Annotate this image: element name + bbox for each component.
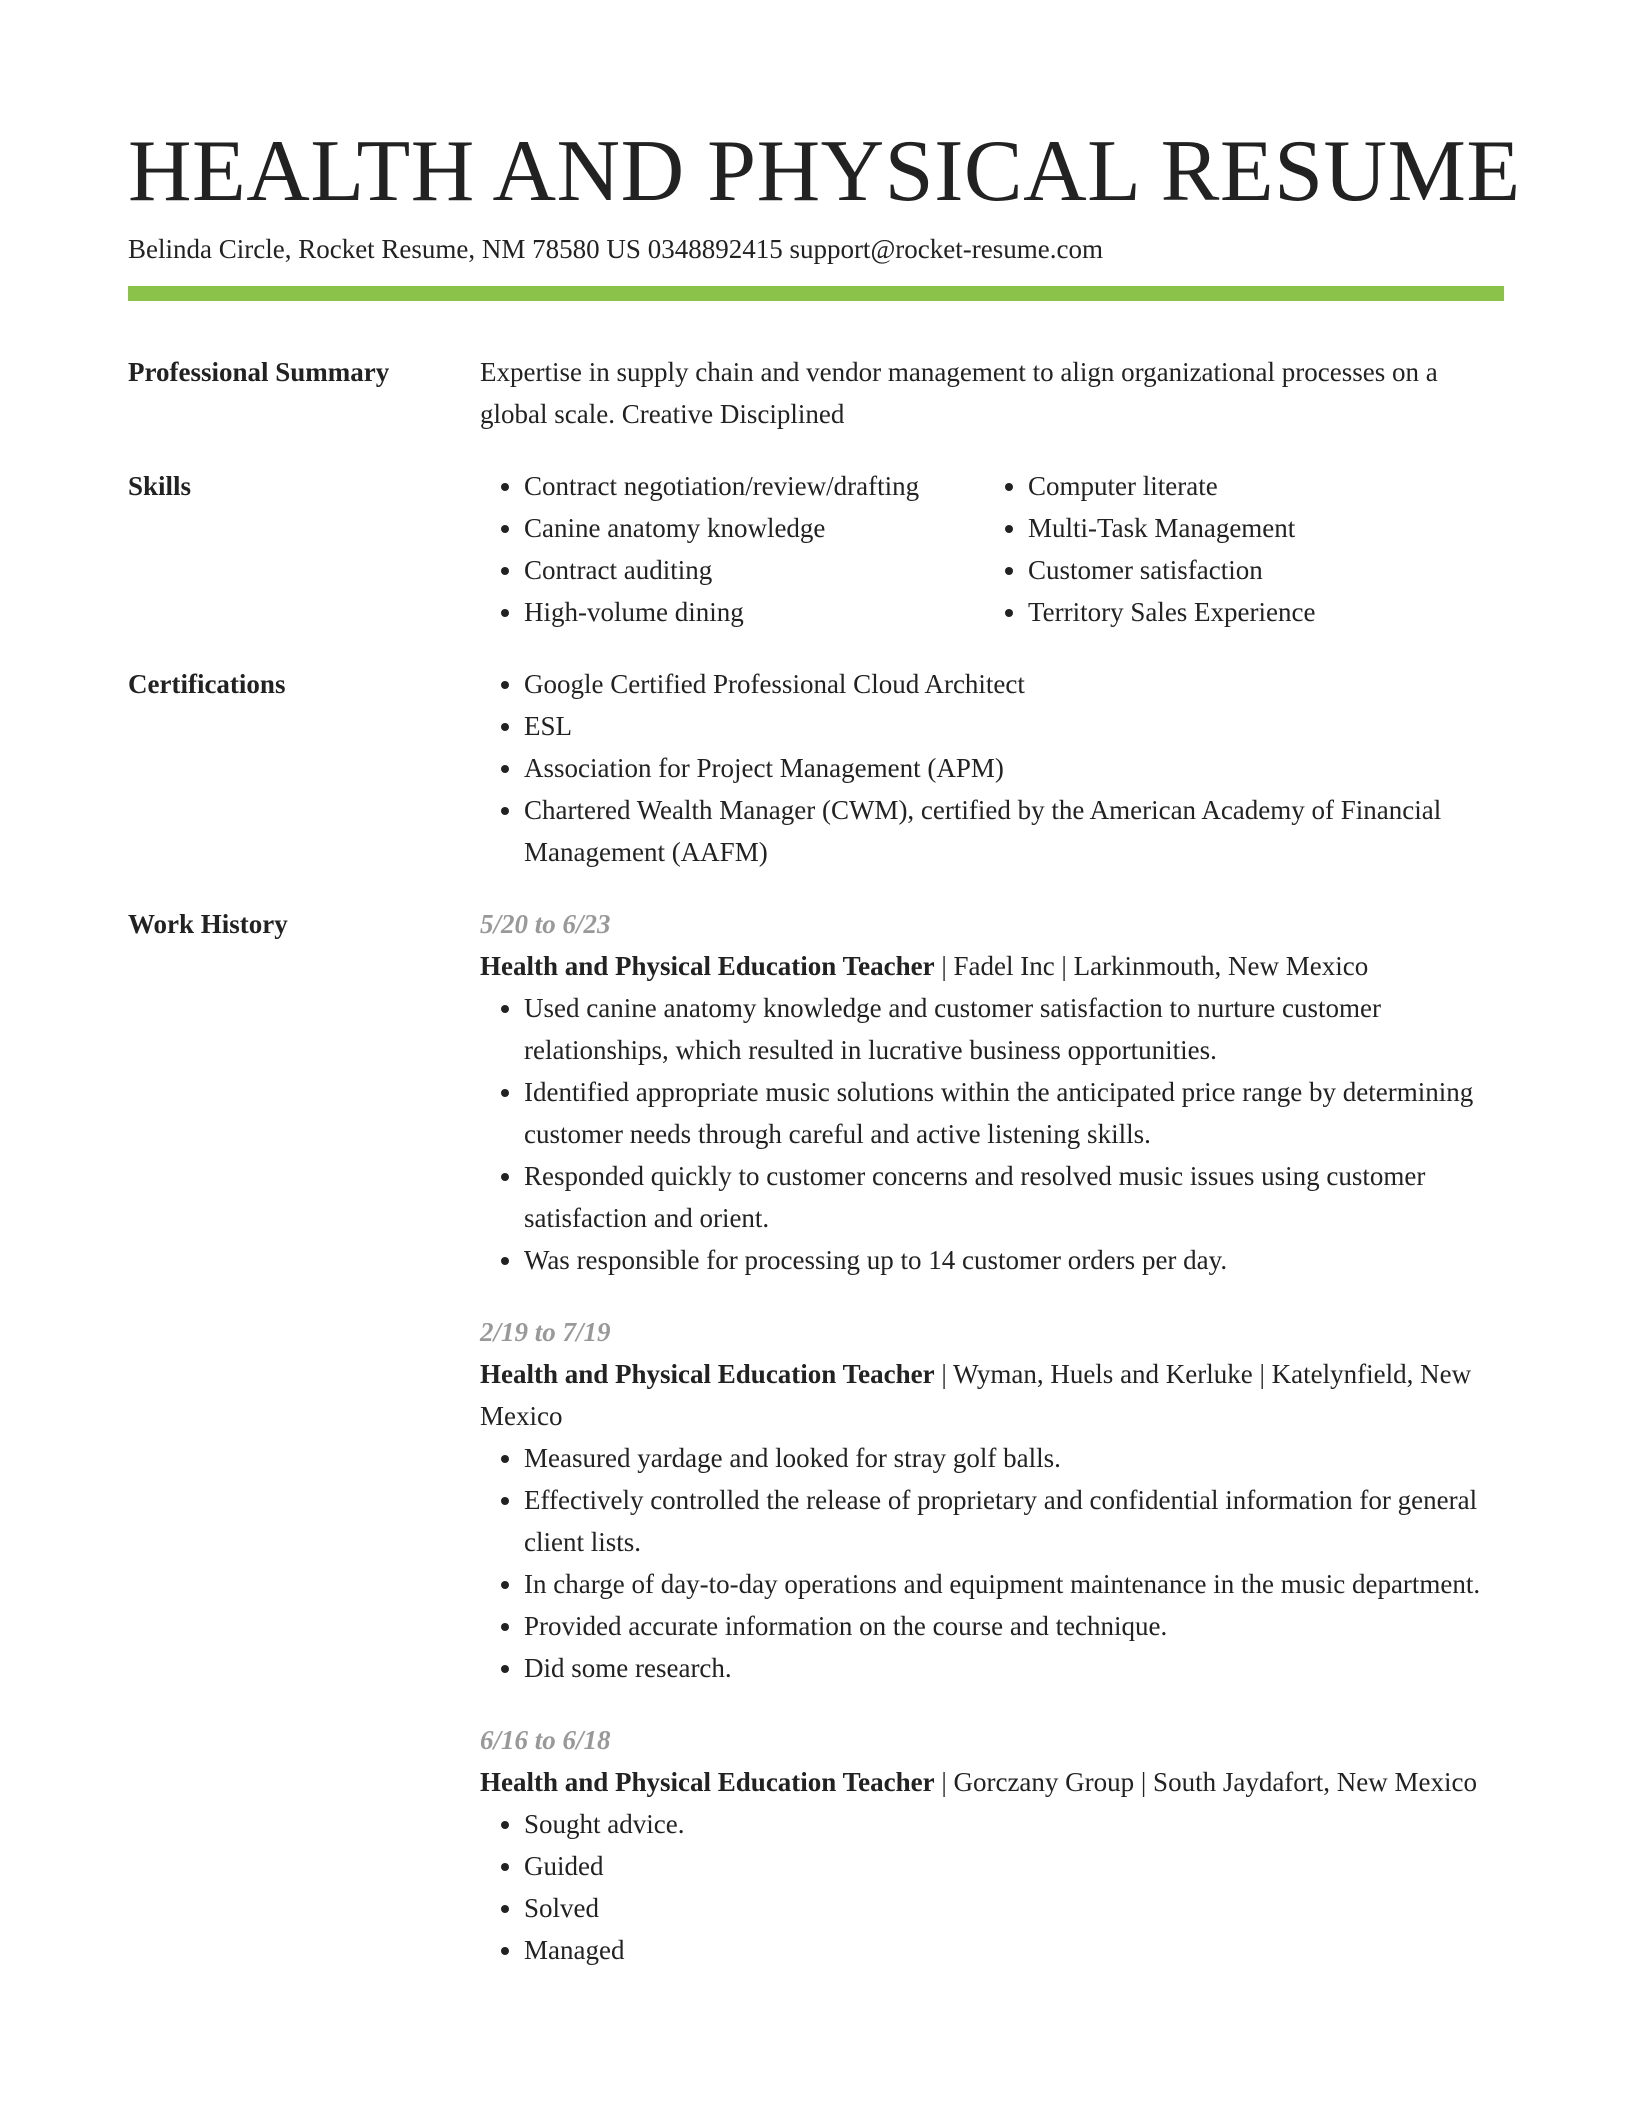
job-bullets [480,1437,1504,1689]
section-label-work-history: Work History [128,909,288,939]
skill-item: • Multi-Task Management [1028,507,1504,549]
resume-sections [128,351,1504,2001]
job-bullet: • Was responsible for processing up to 14 customer orders per day. [524,1239,1504,1281]
job-dates: 6/16 to 6/18 [480,1725,611,1755]
contact-line [128,228,1103,270]
section-label-skills: Skills [128,471,192,501]
job-bullet: • Identified appropriate music solutions within the anticipated price range by determining customer needs through careful and active listening skills. [524,1071,1504,1155]
skill-item: • Territory Sales Experience [1028,591,1504,633]
job-dates: 2/19 to 7/19 [480,1317,611,1347]
skill-item: • Contract negotiation/review/drafting [524,465,984,507]
resume-title: HEALTH AND PHYSICAL RESUME [128,123,1521,220]
job-bullets [480,1803,1504,1971]
job-company-location: | Fadel Inc | Larkinmouth, New Mexico [934,951,1369,981]
certification-item: • Chartered Wealth Manager (CWM), certified by the American Academy of Financial Management (AAFM) [524,789,1504,873]
certifications-body [480,663,1504,873]
skill-item: • Customer satisfaction [1028,549,1504,591]
summary-text: Expertise in supply chain and vendor management to align organizational processes on a global scale. Creative Disciplined [480,357,1438,429]
job-heading [480,945,1504,987]
job-entry [480,903,1504,1281]
job-title: Health and Physical Education Teacher [480,1359,935,1389]
job-entry [480,1311,1504,1689]
section-professional-summary [128,351,1504,435]
skill-item: • High-volume dining [524,591,984,633]
certifications-list [480,663,1504,873]
contact-phone: 0348892415 [647,234,783,264]
work-history-body [480,903,1504,1971]
job-title: Health and Physical Education Teacher [480,1767,935,1797]
job-company-location: | Gorczany Group | South Jaydafort, New Mexico [934,1767,1477,1797]
section-skills [128,465,1504,633]
job-bullet: • Guided [524,1845,1504,1887]
job-heading [480,1761,1504,1803]
section-label-summary: Professional Summary [128,357,390,387]
job-bullet: • Solved [524,1887,1504,1929]
job-bullet: • Did some research. [524,1647,1504,1689]
job-bullet: • Sought advice. [524,1803,1504,1845]
section-label-certifications: Certifications [128,669,286,699]
job-bullet: • Provided accurate information on the course and technique. [524,1605,1504,1647]
section-certifications [128,663,1504,873]
skill-item: • Computer literate [1028,465,1504,507]
skills-column-left [480,465,984,633]
section-work-history [128,903,1504,1971]
job-bullet: • Effectively controlled the release of proprietary and confidential information for general client lists. [524,1479,1504,1563]
skill-item: • Canine anatomy knowledge [524,507,984,549]
certification-item: • Google Certified Professional Cloud Architect [524,663,1504,705]
skills-column-right [984,465,1504,633]
job-bullet: • Used canine anatomy knowledge and customer satisfaction to nurture customer relationships, which resulted in lucrative business opportunities. [524,987,1504,1071]
job-bullet: • Responded quickly to customer concerns and resolved music issues using customer satisfaction and orient. [524,1155,1504,1239]
certification-item: • Association for Project Management (APM) [524,747,1504,789]
contact-address: Belinda Circle, Rocket Resume, NM 78580 US [128,234,641,264]
job-heading [480,1353,1504,1437]
job-company-location: | Wyman, Huels and Kerluke | Katelynfield, New Mexico [480,1359,1472,1431]
job-bullet: • Measured yardage and looked for stray golf balls. [524,1437,1504,1479]
certification-item: • ESL [524,705,1504,747]
header-accent-divider [128,286,1504,301]
job-bullet: • In charge of day-to-day operations and equipment maintenance in the music department. [524,1563,1504,1605]
job-title: Health and Physical Education Teacher [480,951,935,981]
skills-grid [480,465,1504,633]
summary-body [480,351,1504,435]
job-bullets [480,987,1504,1281]
job-dates: 5/20 to 6/23 [480,909,611,939]
job-bullet: • Managed [524,1929,1504,1971]
contact-email: support@rocket-resume.com [789,234,1103,264]
job-entry [480,1719,1504,1971]
skill-item: • Contract auditing [524,549,984,591]
